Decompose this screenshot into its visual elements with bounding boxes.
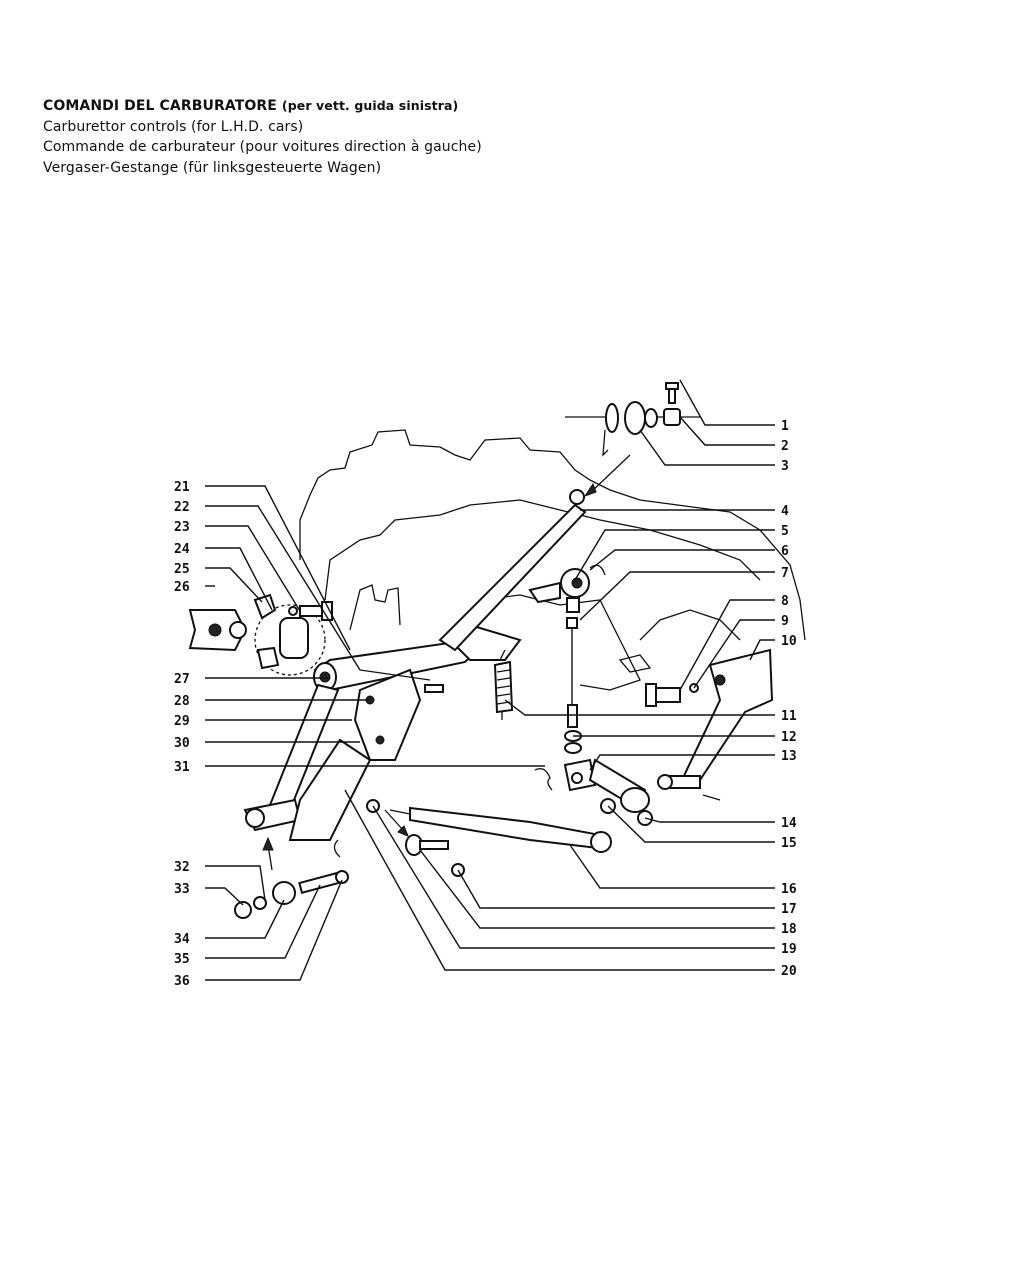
callout-1: 1 xyxy=(781,419,789,434)
damper-rod xyxy=(367,800,611,876)
callout-25: 25 xyxy=(174,562,190,577)
linkage-rod xyxy=(530,565,605,753)
callout-8: 8 xyxy=(781,594,789,609)
callout-17: 17 xyxy=(781,902,797,917)
callout-21: 21 xyxy=(174,480,190,495)
title-french: Commande de carburateur (pour voitures direction à gauche) xyxy=(43,139,482,155)
callout-33: 33 xyxy=(174,882,190,897)
engine-outline xyxy=(300,430,805,690)
callout-12: 12 xyxy=(781,730,797,745)
callout-27: 27 xyxy=(174,672,190,687)
title-german: Vergaser-Gestange (für linksgesteuerte Wagen) xyxy=(43,159,382,176)
callout-34: 34 xyxy=(174,932,190,947)
callout-9: 9 xyxy=(781,614,789,629)
title-english: Carburettor controls (for L.H.D. cars) xyxy=(43,118,304,135)
callout-36: 36 xyxy=(174,974,190,989)
callout-labels-left xyxy=(174,480,190,989)
callout-labels-right xyxy=(781,419,797,979)
right-bracket xyxy=(646,650,772,800)
callout-22: 22 xyxy=(174,500,190,515)
callout-23: 23 xyxy=(174,520,190,535)
callout-6: 6 xyxy=(781,544,789,559)
callout-5: 5 xyxy=(781,524,789,539)
callout-14: 14 xyxy=(781,816,797,831)
title-sub: (per vett. guida sinistra) xyxy=(281,98,459,113)
callout-31: 31 xyxy=(174,760,190,775)
callout-29: 29 xyxy=(174,714,190,729)
cable-grommet-parts xyxy=(565,383,700,496)
callout-15: 15 xyxy=(781,836,797,851)
callout-3: 3 xyxy=(781,459,789,474)
callout-35: 35 xyxy=(174,952,190,967)
callout-11: 11 xyxy=(781,709,797,724)
callout-24: 24 xyxy=(174,542,190,557)
title-main: COMANDI DEL CARBURATORE xyxy=(43,98,277,114)
callout-20: 20 xyxy=(781,964,797,979)
callout-7: 7 xyxy=(781,566,789,581)
callout-30: 30 xyxy=(174,736,190,751)
lower-linkage xyxy=(535,760,652,825)
callout-32: 32 xyxy=(174,860,190,875)
callout-2: 2 xyxy=(781,439,789,454)
callout-19: 19 xyxy=(781,942,797,957)
callout-4: 4 xyxy=(781,504,789,519)
callout-13: 13 xyxy=(781,749,797,764)
callout-26: 26 xyxy=(174,580,190,595)
callout-10: 10 xyxy=(781,634,797,649)
callout-18: 18 xyxy=(781,922,797,937)
callout-16: 16 xyxy=(781,882,797,897)
callout-28: 28 xyxy=(174,694,190,709)
